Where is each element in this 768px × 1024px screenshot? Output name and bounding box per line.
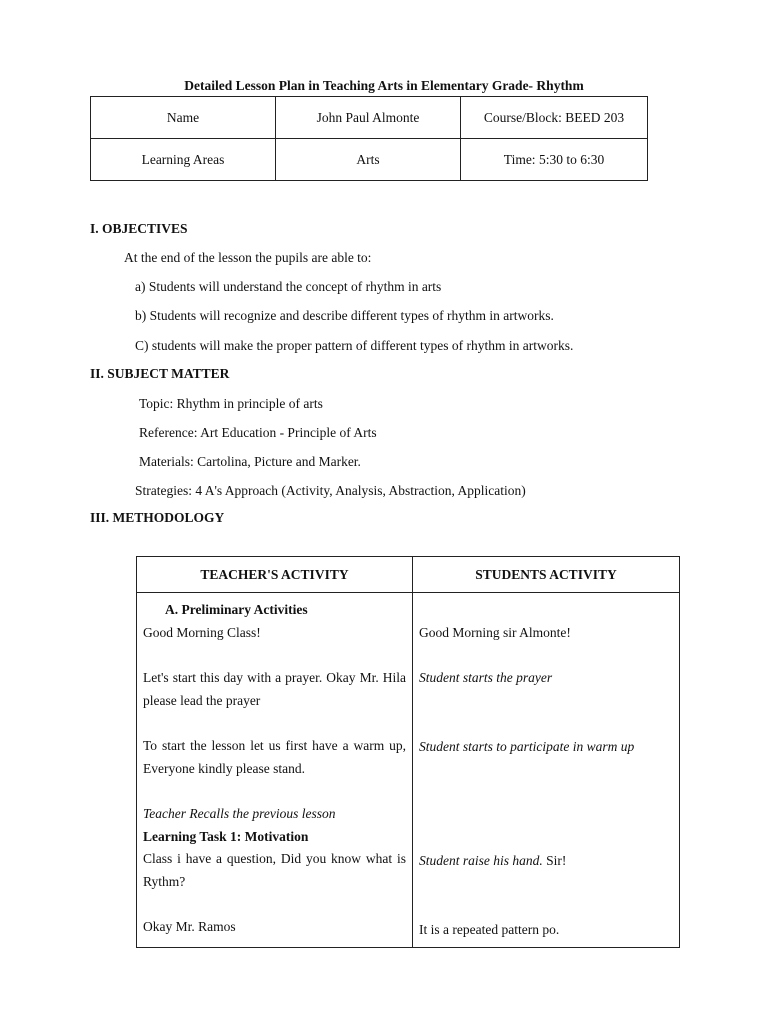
course-block: Course/Block: BEED 203: [461, 97, 648, 139]
learning-task-1-heading: Learning Task 1: Motivation: [143, 828, 309, 844]
teacher-call-ramos: Okay Mr. Ramos: [143, 919, 236, 934]
students-activity-header: STUDENTS ACTIVITY: [413, 557, 680, 593]
learning-areas-label: Learning Areas: [91, 139, 276, 181]
objectives-intro: At the end of the lesson the pupils are able to:: [124, 250, 372, 265]
name-label: Name: [91, 97, 276, 139]
student-raise-hand-italic: Student raise his hand.: [419, 853, 543, 868]
teacher-question: Class i have a question, Did you know what is Rythm?: [143, 851, 406, 889]
teacher-prayer: Let's start this day with a prayer. Okay Mr. Hila please lead the prayer: [143, 670, 406, 708]
student-prayer: Student starts the prayer: [419, 670, 553, 685]
objective-item: b) Students will recognize and describe different types of rhythm in artworks.: [135, 308, 554, 323]
materials-line: Materials: Cartolina, Picture and Marker.: [139, 454, 361, 469]
topic-line: Topic: Rhythm in principle of arts: [139, 396, 323, 411]
methodology-heading: III. METHODOLOGY: [90, 510, 225, 525]
student-raise-hand-rest: Sir!: [542, 853, 567, 868]
preliminary-activities-heading: A. Preliminary Activities: [165, 602, 308, 617]
student-answer: It is a repeated pattern po.: [419, 921, 560, 937]
objective-item: a) Students will understand the concept of rhythm in arts: [135, 279, 442, 294]
objectives-heading: I. OBJECTIVES: [90, 221, 188, 236]
student-warmup: Student starts to participate in warm up: [419, 738, 635, 754]
students-activity-cell: [413, 593, 680, 948]
name-value: John Paul Almonte: [276, 97, 461, 139]
info-table: [90, 96, 648, 181]
subject-matter-heading: II. SUBJECT MATTER: [90, 366, 230, 381]
student-greeting: Good Morning sir Almonte!: [419, 624, 571, 640]
student-raise-hand: [419, 850, 673, 873]
teacher-warmup: To start the lesson let us first have a warm up, Everyone kindly please stand.: [143, 738, 406, 776]
teacher-recall: Teacher Recalls the previous lesson: [143, 806, 336, 821]
learning-areas-value: Arts: [276, 139, 461, 181]
strategies-line: Strategies: 4 A's Approach (Activity, Analysis, Abstraction, Application): [135, 483, 526, 498]
teacher-activity-header: TEACHER'S ACTIVITY: [137, 557, 413, 593]
document-title: Detailed Lesson Plan in Teaching Arts in Elementary Grade- Rhythm: [184, 78, 584, 93]
teacher-greeting: Good Morning Class!: [143, 624, 261, 640]
reference-line: Reference: Art Education - Principle of Arts: [139, 425, 377, 440]
objective-item: C) students will make the proper pattern of different types of rhythm in artworks.: [135, 338, 574, 353]
methodology-table: [136, 556, 680, 948]
time-value: Time: 5:30 to 6:30: [461, 139, 648, 181]
teacher-activity-cell: [137, 593, 413, 948]
